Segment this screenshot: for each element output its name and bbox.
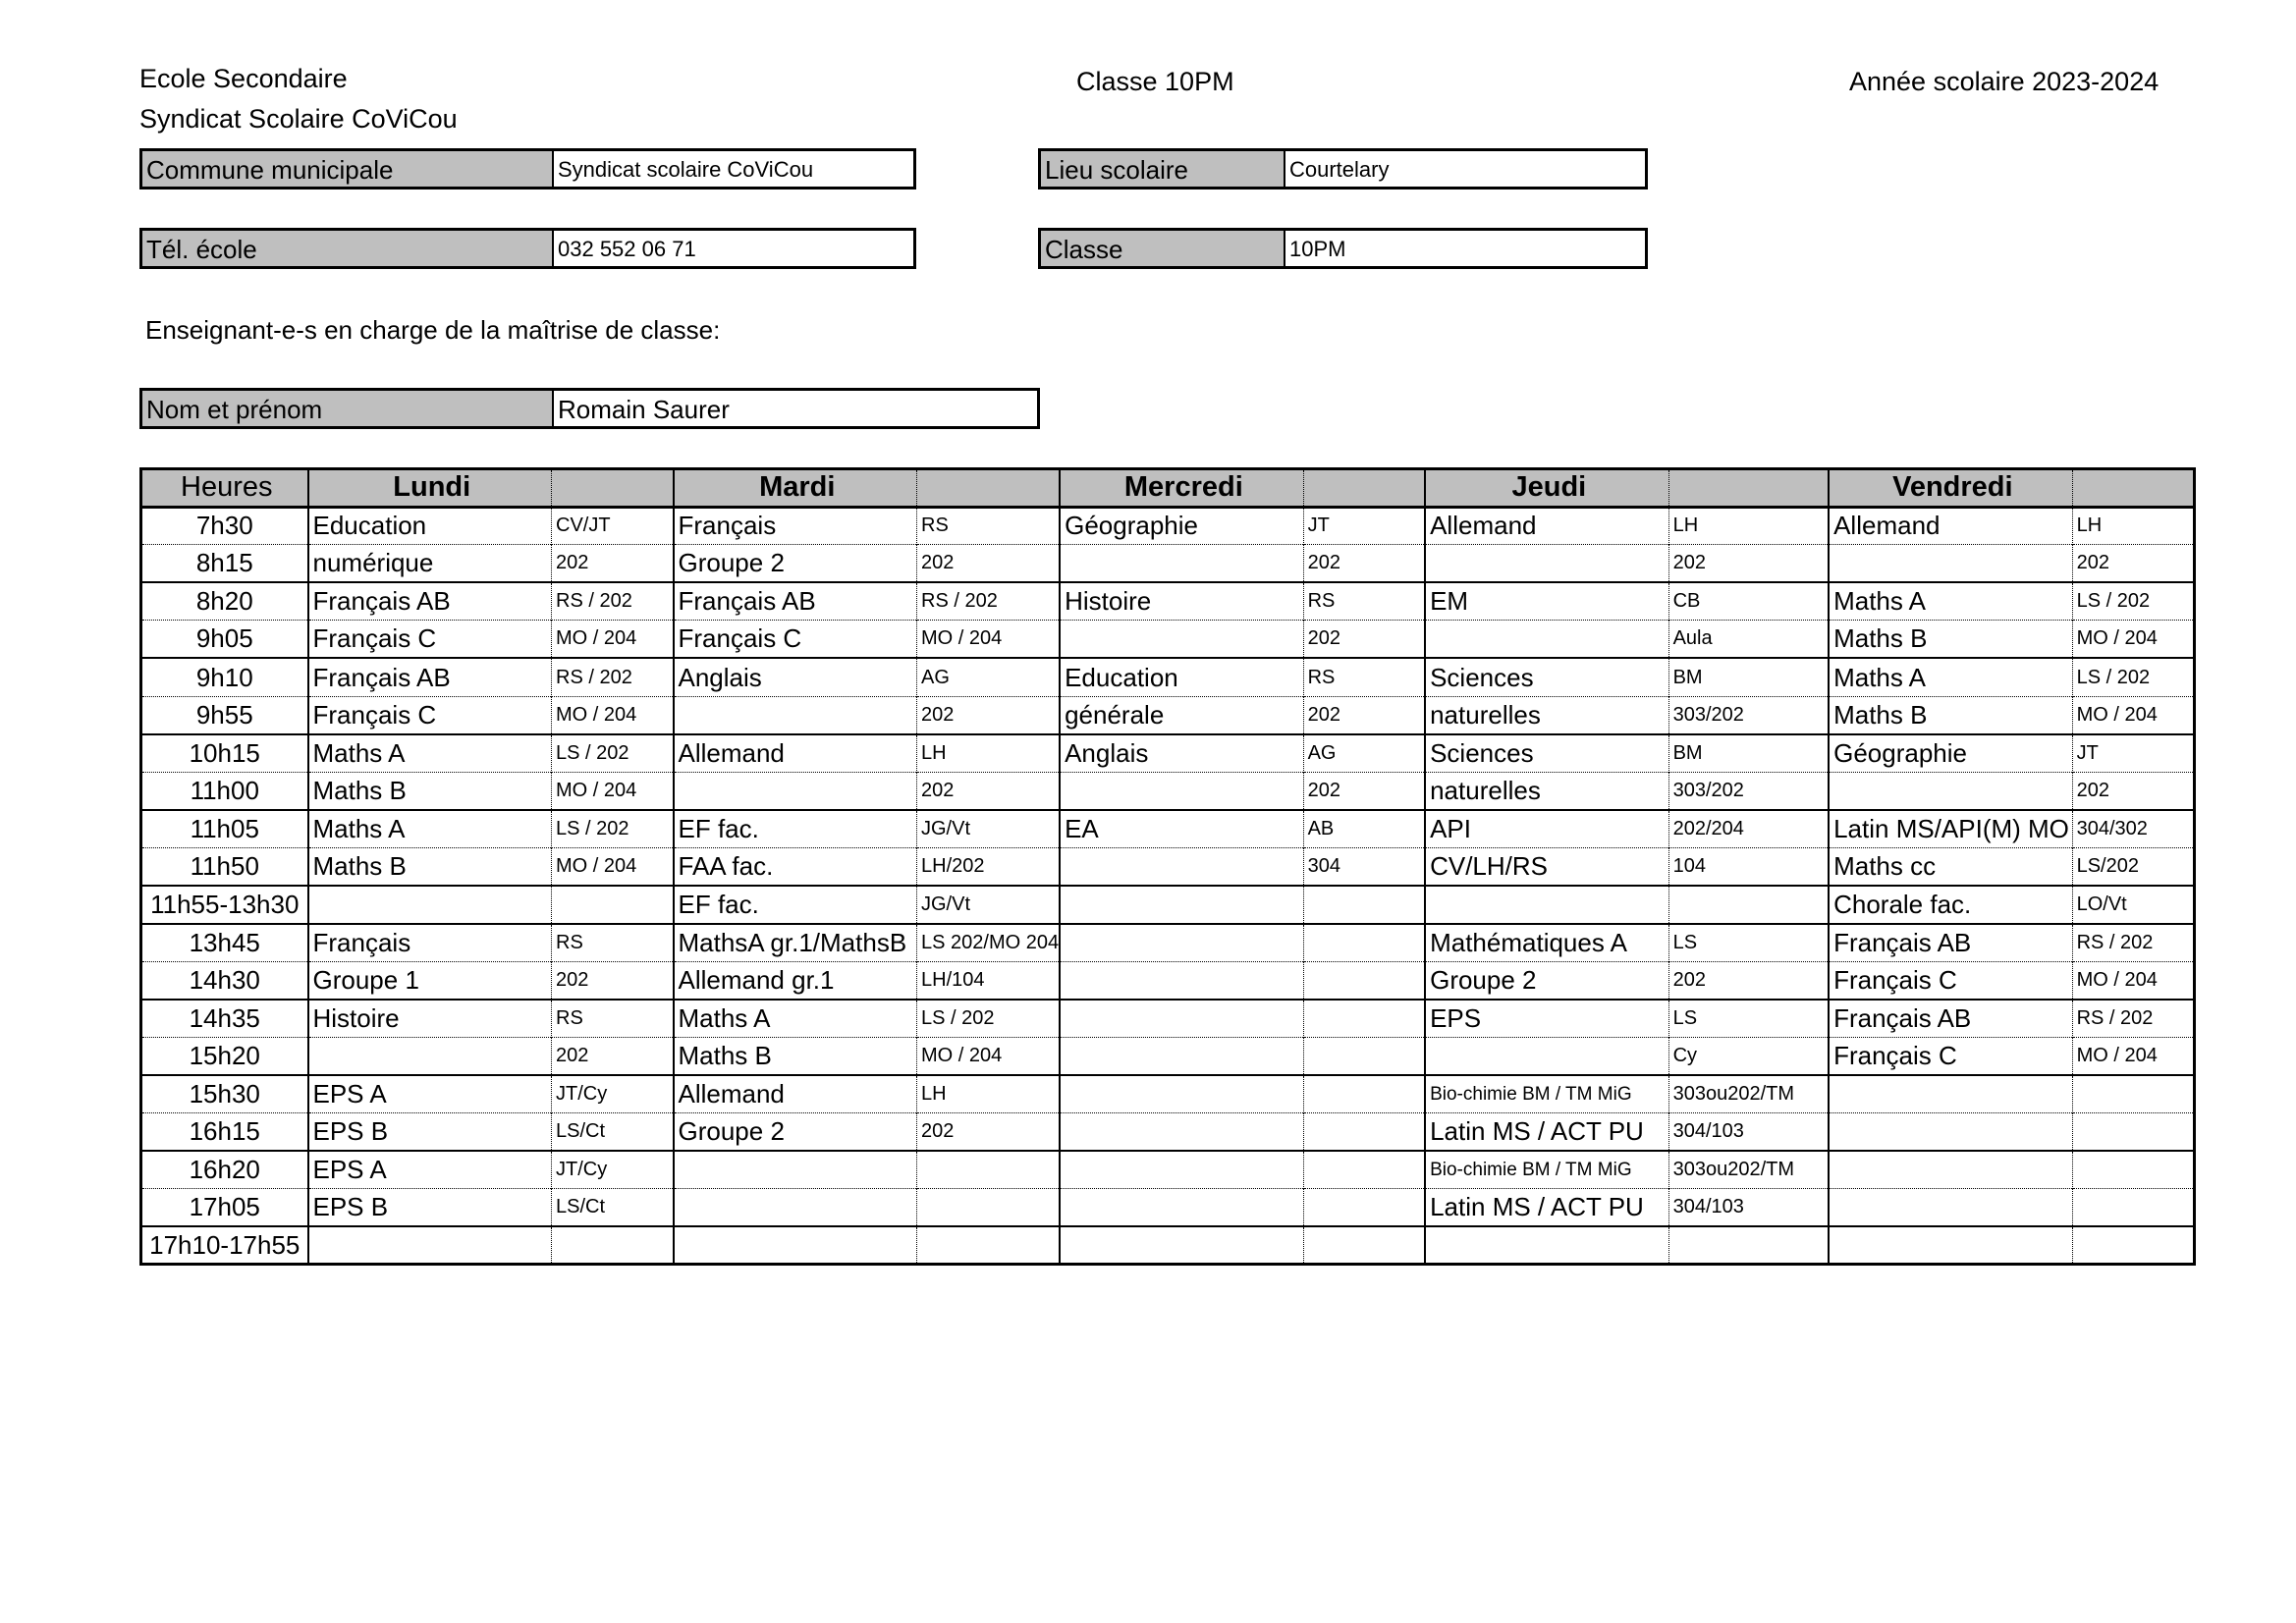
tel-box — [139, 228, 916, 269]
subject-cell: Géographie — [1060, 507, 1303, 545]
room-cell: MO / 204 — [552, 621, 674, 659]
room-cell: 303ou202/TM — [1668, 1075, 1829, 1113]
subject-cell: Maths B — [674, 1037, 917, 1075]
subject-cell — [1060, 1000, 1303, 1038]
day-header-spacer — [1668, 469, 1829, 508]
room-cell — [917, 1151, 1061, 1189]
commune-label: Commune municipale — [142, 151, 554, 187]
room-cell: LS / 202 — [2072, 582, 2194, 621]
room-cell: JG/Vt — [917, 810, 1061, 848]
room-cell: LS — [1668, 1000, 1829, 1038]
subject-cell: Groupe 1 — [308, 961, 552, 1000]
room-cell: LS — [1668, 924, 1829, 962]
room-cell: BM — [1668, 658, 1829, 696]
timetable-row — [141, 1037, 2195, 1075]
room-cell: 202 — [1668, 961, 1829, 1000]
subject-cell: Géographie — [1829, 734, 2072, 773]
room-cell: 202 — [1303, 696, 1425, 734]
subject-cell: Maths A — [674, 1000, 917, 1038]
subject-cell: Français C — [1829, 961, 2072, 1000]
commune-box — [139, 148, 916, 189]
room-cell: AG — [917, 658, 1061, 696]
subject-cell: Maths B — [1829, 696, 2072, 734]
room-cell — [1668, 886, 1829, 924]
room-cell — [1303, 961, 1425, 1000]
room-cell: AG — [1303, 734, 1425, 773]
subject-cell: EPS A — [308, 1151, 552, 1189]
subject-cell: Histoire — [1060, 582, 1303, 621]
room-cell: MO / 204 — [917, 621, 1061, 659]
classe-box — [1038, 228, 1648, 269]
room-cell: MO / 204 — [2072, 621, 2194, 659]
subject-cell: Chorale fac. — [1829, 886, 2072, 924]
room-cell — [1303, 1075, 1425, 1113]
room-cell: 202 — [917, 696, 1061, 734]
room-cell: LH/202 — [917, 847, 1061, 886]
time-cell: 13h45 — [141, 924, 308, 962]
subject-cell: Education — [308, 507, 552, 545]
subject-cell — [308, 1037, 552, 1075]
subject-cell: EPS B — [308, 1113, 552, 1152]
subject-cell: Latin MS / ACT PU — [1425, 1113, 1668, 1152]
timetable — [139, 467, 2196, 1266]
room-cell — [2072, 1113, 2194, 1152]
time-cell: 8h20 — [141, 582, 308, 621]
nom-value: Romain Saurer — [558, 395, 730, 424]
subject-cell: Allemand — [674, 1075, 917, 1113]
subject-cell — [1829, 772, 2072, 810]
subject-cell: Mathématiques A — [1425, 924, 1668, 962]
subject-cell — [1060, 961, 1303, 1000]
timetable-row — [141, 621, 2195, 659]
timetable-row — [141, 1000, 2195, 1038]
day-header-spacer — [917, 469, 1061, 508]
room-cell: Cy — [1668, 1037, 1829, 1075]
subject-cell — [674, 1189, 917, 1227]
subject-cell: Français — [674, 507, 917, 545]
room-cell: CV/JT — [552, 507, 674, 545]
subject-cell: Français C — [308, 621, 552, 659]
day-header-jeudi: Jeudi — [1425, 469, 1668, 508]
room-cell: LS / 202 — [552, 734, 674, 773]
classe-label: Classe — [1041, 231, 1285, 266]
subject-cell: API — [1425, 810, 1668, 848]
subject-cell: Maths B — [308, 772, 552, 810]
lieu-box — [1038, 148, 1648, 189]
room-cell: RS / 202 — [552, 582, 674, 621]
subject-cell: Maths A — [308, 734, 552, 773]
subject-cell: MathsA gr.1/MathsB — [674, 924, 917, 962]
room-cell: 104 — [1668, 847, 1829, 886]
subject-cell — [1060, 886, 1303, 924]
room-cell: LS/Ct — [552, 1113, 674, 1152]
timetable-row — [141, 1151, 2195, 1189]
timetable-row — [141, 1075, 2195, 1113]
room-cell: 202 — [1303, 545, 1425, 583]
subject-cell: Sciences — [1425, 658, 1668, 696]
subject-cell: Allemand — [674, 734, 917, 773]
subject-cell: numérique — [308, 545, 552, 583]
room-cell: 303/202 — [1668, 772, 1829, 810]
room-cell: AB — [1303, 810, 1425, 848]
subject-cell: EPS — [1425, 1000, 1668, 1038]
subject-cell: Français AB — [1829, 1000, 2072, 1038]
subject-cell — [1425, 545, 1668, 583]
subject-cell — [1425, 621, 1668, 659]
subject-cell: EF fac. — [674, 886, 917, 924]
room-cell: BM — [1668, 734, 1829, 773]
subject-cell: naturelles — [1425, 772, 1668, 810]
room-cell — [2072, 1151, 2194, 1189]
subject-cell: Maths A — [308, 810, 552, 848]
room-cell: JT — [1303, 507, 1425, 545]
timetable-row — [141, 924, 2195, 962]
room-cell: CB — [1668, 582, 1829, 621]
room-cell: MO / 204 — [552, 772, 674, 810]
room-cell: 303/202 — [1668, 696, 1829, 734]
subject-cell — [1060, 1113, 1303, 1152]
subject-cell — [308, 1226, 552, 1265]
room-cell: 202 — [552, 545, 674, 583]
subject-cell: EM — [1425, 582, 1668, 621]
room-cell: Aula — [1668, 621, 1829, 659]
subject-cell: EF fac. — [674, 810, 917, 848]
subject-cell: Français — [308, 924, 552, 962]
subject-cell: Français C — [674, 621, 917, 659]
class-title: Classe 10PM — [1076, 67, 1234, 96]
room-cell: 202 — [552, 1037, 674, 1075]
room-cell — [1303, 1037, 1425, 1075]
subject-cell: Latin MS / ACT PU — [1425, 1189, 1668, 1227]
subject-cell: Groupe 2 — [674, 1113, 917, 1152]
subject-cell: Allemand gr.1 — [674, 961, 917, 1000]
subject-cell: Français AB — [308, 582, 552, 621]
subject-cell — [1829, 1075, 2072, 1113]
time-cell: 15h30 — [141, 1075, 308, 1113]
subject-cell: Maths A — [1829, 658, 2072, 696]
subject-cell: Maths B — [1829, 621, 2072, 659]
subject-cell: Anglais — [1060, 734, 1303, 773]
timetable-row — [141, 961, 2195, 1000]
time-cell: 11h50 — [141, 847, 308, 886]
subject-cell — [1829, 1151, 2072, 1189]
room-cell: 202 — [917, 1113, 1061, 1152]
subject-cell — [1425, 1226, 1668, 1265]
commune-value: Syndicat scolaire CoViCou — [558, 157, 814, 182]
subject-cell — [1829, 1226, 2072, 1265]
subject-cell: Groupe 2 — [1425, 961, 1668, 1000]
timetable-row — [141, 545, 2195, 583]
room-cell: 202 — [917, 772, 1061, 810]
school-name-line2: Syndicat Scolaire CoViCou — [139, 104, 458, 134]
room-cell: RS — [917, 507, 1061, 545]
room-cell — [1668, 1226, 1829, 1265]
room-cell: LH/104 — [917, 961, 1061, 1000]
day-header-spacer — [2072, 469, 2194, 508]
room-cell: MO / 204 — [552, 696, 674, 734]
timetable-row — [141, 582, 2195, 621]
timetable-row — [141, 847, 2195, 886]
room-cell: LH — [917, 1075, 1061, 1113]
subject-cell — [308, 886, 552, 924]
lieu-label: Lieu scolaire — [1041, 151, 1285, 187]
room-cell: RS / 202 — [2072, 924, 2194, 962]
room-cell: LS/Ct — [552, 1189, 674, 1227]
room-cell: MO / 204 — [2072, 961, 2194, 1000]
subject-cell — [1060, 1075, 1303, 1113]
time-cell: 7h30 — [141, 507, 308, 545]
subject-cell: Français AB — [1829, 924, 2072, 962]
subject-cell: Maths cc — [1829, 847, 2072, 886]
tel-value: 032 552 06 71 — [558, 237, 696, 261]
room-cell: LH — [2072, 507, 2194, 545]
subject-cell: Français AB — [674, 582, 917, 621]
room-cell: RS — [1303, 658, 1425, 696]
room-cell: RS / 202 — [2072, 1000, 2194, 1038]
subject-cell — [1829, 1189, 2072, 1227]
subject-cell — [674, 1151, 917, 1189]
room-cell — [2072, 1075, 2194, 1113]
room-cell: 202 — [2072, 545, 2194, 583]
room-cell: LH — [917, 734, 1061, 773]
timetable-header-row — [141, 469, 2195, 508]
subject-cell: Bio-chimie BM / TM MiG — [1425, 1151, 1668, 1189]
lieu-value: Courtelary — [1289, 157, 1390, 182]
subject-cell — [674, 772, 917, 810]
day-header-lundi: Lundi — [308, 469, 552, 508]
room-cell: LS / 202 — [552, 810, 674, 848]
room-cell: 304/302 — [2072, 810, 2194, 848]
school-name-line1: Ecole Secondaire — [139, 64, 348, 93]
subject-cell — [1060, 1189, 1303, 1227]
subject-cell: générale — [1060, 696, 1303, 734]
nom-label: Nom et prénom — [142, 391, 554, 426]
room-cell: JT/Cy — [552, 1075, 674, 1113]
time-cell: 9h05 — [141, 621, 308, 659]
timetable-row — [141, 772, 2195, 810]
room-cell: MO / 204 — [552, 847, 674, 886]
room-cell: LH — [1668, 507, 1829, 545]
day-header-spacer — [552, 469, 674, 508]
room-cell — [552, 886, 674, 924]
time-cell: 14h30 — [141, 961, 308, 1000]
subject-cell: Allemand — [1829, 507, 2072, 545]
time-cell: 9h55 — [141, 696, 308, 734]
subject-cell — [1829, 545, 2072, 583]
subject-cell: Bio-chimie BM / TM MiG — [1425, 1075, 1668, 1113]
day-header-mercredi: Mercredi — [1060, 469, 1303, 508]
subject-cell: Maths B — [308, 847, 552, 886]
day-header-vendredi: Vendredi — [1829, 469, 2072, 508]
room-cell: 304 — [1303, 847, 1425, 886]
subject-cell: EA — [1060, 810, 1303, 848]
room-cell: LS 202/MO 204 — [917, 924, 1061, 962]
time-cell: 11h00 — [141, 772, 308, 810]
subject-cell: Français C — [308, 696, 552, 734]
room-cell: MO / 204 — [917, 1037, 1061, 1075]
room-cell: 202/204 — [1668, 810, 1829, 848]
subject-cell — [1060, 621, 1303, 659]
room-cell: RS / 202 — [552, 658, 674, 696]
subject-cell: Français C — [1829, 1037, 2072, 1075]
room-cell — [1303, 924, 1425, 962]
subject-cell: Histoire — [308, 1000, 552, 1038]
subject-cell — [1060, 924, 1303, 962]
room-cell — [1303, 1189, 1425, 1227]
room-cell: 202 — [1303, 621, 1425, 659]
subject-cell — [1060, 1226, 1303, 1265]
subject-cell — [1060, 1151, 1303, 1189]
subject-cell — [1060, 1037, 1303, 1075]
room-cell: MO / 204 — [2072, 696, 2194, 734]
subject-cell: Education — [1060, 658, 1303, 696]
room-cell: 202 — [552, 961, 674, 1000]
room-cell: RS / 202 — [917, 582, 1061, 621]
timetable-row — [141, 1189, 2195, 1227]
subject-cell — [1060, 545, 1303, 583]
time-cell: 15h20 — [141, 1037, 308, 1075]
subject-cell: EPS A — [308, 1075, 552, 1113]
room-cell: JG/Vt — [917, 886, 1061, 924]
time-cell: 8h15 — [141, 545, 308, 583]
room-cell: RS — [552, 1000, 674, 1038]
subject-cell: Allemand — [1425, 507, 1668, 545]
time-cell: 10h15 — [141, 734, 308, 773]
teacher-note: Enseignant-e-s en charge de la maîtrise de classe: — [145, 315, 721, 345]
subject-cell: EPS B — [308, 1189, 552, 1227]
timetable-row — [141, 1113, 2195, 1152]
room-cell — [1303, 1000, 1425, 1038]
subject-cell — [1425, 886, 1668, 924]
room-cell: JT — [2072, 734, 2194, 773]
room-cell — [1303, 1226, 1425, 1265]
subject-cell — [1060, 772, 1303, 810]
subject-cell: CV/LH/RS — [1425, 847, 1668, 886]
room-cell: RS — [552, 924, 674, 962]
room-cell: RS — [1303, 582, 1425, 621]
timetable-row — [141, 886, 2195, 924]
time-cell: 11h55-13h30 — [141, 886, 308, 924]
room-cell — [2072, 1189, 2194, 1227]
hours-header: Heures — [141, 469, 308, 508]
room-cell: LS / 202 — [917, 1000, 1061, 1038]
timetable-row — [141, 507, 2195, 545]
time-cell: 16h15 — [141, 1113, 308, 1152]
time-cell: 14h35 — [141, 1000, 308, 1038]
room-cell: 304/103 — [1668, 1189, 1829, 1227]
room-cell: MO / 204 — [2072, 1037, 2194, 1075]
room-cell — [552, 1226, 674, 1265]
timetable-row — [141, 810, 2195, 848]
room-cell: LS / 202 — [2072, 658, 2194, 696]
room-cell: JT/Cy — [552, 1151, 674, 1189]
day-header-spacer — [1303, 469, 1425, 508]
time-cell: 11h05 — [141, 810, 308, 848]
subject-cell: Groupe 2 — [674, 545, 917, 583]
room-cell: 303ou202/TM — [1668, 1151, 1829, 1189]
school-year: Année scolaire 2023-2024 — [1849, 67, 2159, 96]
time-cell: 17h05 — [141, 1189, 308, 1227]
teacher-box — [139, 388, 1040, 429]
day-header-mardi: Mardi — [674, 469, 917, 508]
timetable-row — [141, 734, 2195, 773]
subject-cell: Latin MS/API(M) MO — [1829, 810, 2072, 848]
room-cell: 202 — [1668, 545, 1829, 583]
subject-cell: Français AB — [308, 658, 552, 696]
subject-cell — [1829, 1113, 2072, 1152]
classe-value: 10PM — [1289, 237, 1346, 261]
room-cell: 202 — [1303, 772, 1425, 810]
room-cell: LO/Vt — [2072, 886, 2194, 924]
subject-cell: FAA fac. — [674, 847, 917, 886]
timetable-row — [141, 658, 2195, 696]
room-cell — [917, 1226, 1061, 1265]
subject-cell — [674, 1226, 917, 1265]
subject-cell: Sciences — [1425, 734, 1668, 773]
room-cell — [1303, 1113, 1425, 1152]
timetable-row — [141, 696, 2195, 734]
room-cell: LS/202 — [2072, 847, 2194, 886]
room-cell: 202 — [2072, 772, 2194, 810]
subject-cell: Anglais — [674, 658, 917, 696]
room-cell — [1303, 1151, 1425, 1189]
time-cell: 16h20 — [141, 1151, 308, 1189]
subject-cell — [1060, 847, 1303, 886]
subject-cell — [1425, 1037, 1668, 1075]
timetable-row — [141, 1226, 2195, 1265]
subject-cell: Maths A — [1829, 582, 2072, 621]
subject-cell — [674, 696, 917, 734]
room-cell — [917, 1189, 1061, 1227]
room-cell — [1303, 886, 1425, 924]
tel-label: Tél. école — [142, 231, 554, 266]
room-cell — [2072, 1226, 2194, 1265]
room-cell: 304/103 — [1668, 1113, 1829, 1152]
subject-cell: naturelles — [1425, 696, 1668, 734]
time-cell: 17h10-17h55 — [141, 1226, 308, 1265]
room-cell: 202 — [917, 545, 1061, 583]
time-cell: 9h10 — [141, 658, 308, 696]
